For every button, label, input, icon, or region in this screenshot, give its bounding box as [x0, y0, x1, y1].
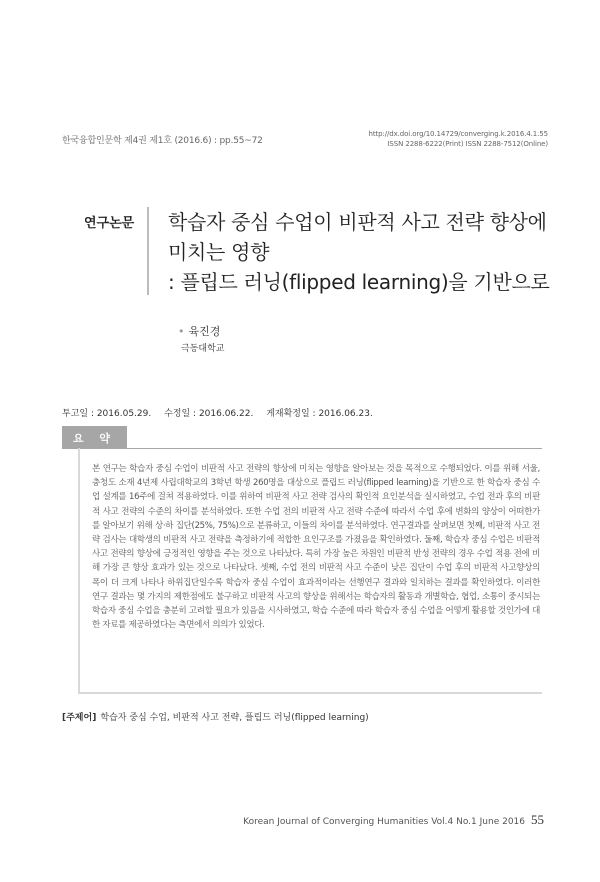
keywords: [62, 710, 369, 723]
journal-citation: 한국융합인문학 제4권 제1호 (2016.6) : pp.55~72: [62, 136, 263, 146]
author-name: 육진경: [188, 325, 221, 338]
page-number: 55: [531, 812, 544, 827]
accepted-date: 게재확정일 : 2016.06.23.: [266, 409, 373, 419]
title-line-1: 학습자 중심 수업이 비판적 사고 전략 향상에: [168, 210, 547, 234]
doi-issn-block: [369, 129, 549, 149]
abstract-label: 요 약: [62, 426, 127, 449]
abstract-text: 본 연구는 학습자 중심 수업이 비판적 사고 전략의 향상에 미치는 영향을 알아보는 것을 목적으로 수행되었다. 이를 위해 서울, 충청도 소재 4년제 사립대학교의 3학년 학생 260명을 대상으로 플립드 러닝(flipped learning)을 기반으로 한 학습자 중심 수업 설계를 16주에 걸쳐 적용하였다. 이를 위하여 비판적 사고 전략 검사의 확인적 요인분석을 실시하였고, 수업 전과 후의 비판적 사고 전략의 수준의 차이를 분석하였다. 또한 수업 전의 비판적 사고 전략 수준에 따라서 수업 후에 변화의 양상이 어떠한가를 알아보기 위해 상·하 집단(25%, 75%)으로 분류하고, 이들의 차이를 분석하였다. 연구결과를 살펴보면 첫째, 비판적 사고 전략 검사는 대학생의 비판적 사고 전략을 측정하기에 적합한 요인구조를 가졌음을 확인하였다. 둘째, 학습자 중심 수업은 비판적 사고 전략의 향상에 긍정적인 영향을 주는 것으로 나타났다. 특히 가장 높은 차원인 비판적 반성 전략의 경우 수업 적용 전에 비해 가장 큰 향상 효과가 있는 것으로 나타났다. 셋째, 수업 전의 비판적 사고 수준이 낮은 집단이 수업 후의 비판적 사고향상의 폭이 더 크게 나타나 하위집단일수록 학습자 중심 수업이 효과적이라는 선행연구 결과와 일치하는 결과를 확인하였다. 이러한 연구 결과는 몇 가지의 제한점에도 불구하고 비판적 사고의 향상을 위해서는 학습자의 활동과 개별학습, 협업, 소통이 중시되는 학습자 중심 수업을 충분히 고려할 필요가 있음을 시사하였고, 학습 수준에 따라 학습자 중심 수업을 어떻게 활용할 것인가에 대한 자료를 제공하였다는 측면에서 의의가 있었다.: [92, 464, 540, 631]
keywords-label: [주제어]: [62, 713, 97, 723]
submitted-date: 투고일 : 2016.05.29.: [62, 409, 152, 419]
author: [178, 323, 220, 339]
doi-link[interactable]: http://dx.doi.org/10.14729/converging.k.2016.4.1.55: [368, 130, 548, 138]
author-bullet: •: [178, 325, 185, 338]
title-divider: [147, 207, 149, 295]
revised-date: 수정일 : 2016.06.22.: [164, 409, 254, 419]
page-footer: [243, 812, 544, 828]
issn-text: ISSN 2288-6222(Print) ISSN 2288-7512(Online): [387, 140, 548, 148]
author-affiliation: 극동대학교: [181, 344, 225, 354]
footer-journal: Korean Journal of Converging Humanities Vol.4 No.1 June 2016: [243, 817, 525, 827]
publication-dates: [62, 406, 383, 419]
keywords-text: 학습자 중심 수업, 비판적 사고 전략, 플립드 러닝(flipped learning): [100, 713, 369, 723]
article-category: 연구논문: [84, 216, 135, 231]
title-line-3: : 플립드 러닝(flipped learning)을 기반으로: [168, 270, 550, 294]
title-line-2: 미치는 영향: [168, 240, 270, 264]
paper-title: [168, 207, 568, 297]
